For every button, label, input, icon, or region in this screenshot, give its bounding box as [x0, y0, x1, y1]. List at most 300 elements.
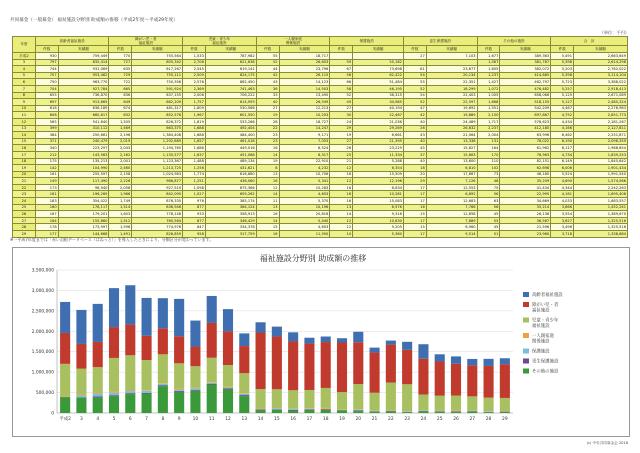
- table-row: [13, 178, 628, 185]
- bar-segment: [109, 393, 119, 396]
- value-cell: 1,512: [109, 217, 132, 224]
- x-tick-label: 5: [112, 417, 116, 422]
- bar-segment: [239, 394, 249, 395]
- x-tick-label: 6: [128, 417, 132, 422]
- value-cell: 6,661: [353, 132, 404, 139]
- value-cell: 2,001: [109, 158, 132, 165]
- value-cell: 16: [330, 171, 353, 178]
- sub-header: 実績額: [574, 46, 628, 53]
- bar-segment: [353, 411, 363, 413]
- bar-segment: [76, 310, 86, 344]
- legend-swatch: [523, 302, 529, 307]
- value-cell: 1,491: [109, 231, 132, 238]
- value-cell: 4,734: [551, 151, 574, 158]
- value-cell: 842,095: [132, 191, 183, 198]
- legend-label: その他の施設: [532, 369, 559, 375]
- x-tick-label: 3: [80, 417, 83, 422]
- value-cell: 1,749: [109, 198, 132, 205]
- sub-header: 実績額: [58, 46, 109, 53]
- bar-segment: [321, 342, 331, 388]
- value-cell: 451,068: [205, 151, 256, 158]
- year-cell: 16: [13, 145, 36, 152]
- bar-segment: [272, 408, 282, 409]
- bar-segment: [207, 323, 217, 358]
- bar-segment: [500, 412, 510, 413]
- value-cell: 1,325,516: [574, 224, 628, 231]
- table-row: [13, 138, 628, 145]
- value-cell: 48: [477, 178, 500, 185]
- value-cell: 117,490: [58, 178, 109, 185]
- value-cell: 5,491: [551, 53, 574, 60]
- legend-label: 一人親家庭: [532, 334, 554, 339]
- value-cell: 4,161: [551, 191, 574, 198]
- value-cell: 334,378: [205, 224, 256, 231]
- x-tick-label: 4: [96, 417, 100, 422]
- value-cell: 3,866: [551, 204, 574, 211]
- value-cell: 40: [403, 118, 426, 125]
- bar-segment: [239, 396, 249, 413]
- value-cell: 729: [109, 72, 132, 79]
- value-cell: 61: [403, 66, 426, 73]
- value-cell: 462,797: [500, 79, 551, 86]
- bar-segment: [402, 350, 412, 384]
- x-tick-label: 19: [339, 417, 345, 422]
- value-cell: 317,759: [205, 231, 256, 238]
- value-cell: 27: [256, 105, 279, 112]
- value-cell: 7,103: [426, 53, 477, 60]
- value-cell: 632: [109, 112, 132, 119]
- value-cell: 223,297: [58, 145, 109, 152]
- bar-segment: [158, 354, 168, 383]
- value-cell: 22,995: [500, 191, 551, 198]
- value-cell: 1,596: [109, 224, 132, 231]
- value-cell: 660,617: [58, 112, 109, 119]
- sub-header: 件数: [256, 46, 279, 53]
- bar-segment: [370, 393, 380, 411]
- year-header: 年度: [13, 37, 36, 53]
- value-cell: 1,967: [183, 112, 206, 119]
- year-cell: 平成2: [13, 53, 36, 60]
- bar-segment: [76, 344, 86, 369]
- value-cell: 2,918,413: [574, 85, 628, 92]
- bar-segment: [76, 395, 86, 397]
- x-tick-label: 12: [225, 417, 231, 422]
- year-cell: 19: [13, 165, 36, 172]
- value-cell: 1,098: [183, 184, 206, 191]
- year-cell: 29: [13, 231, 36, 238]
- year-cell: 28: [13, 224, 36, 231]
- year-cell: 20: [13, 171, 36, 178]
- bar-segment: [190, 390, 200, 391]
- value-cell: 2,226: [109, 178, 132, 185]
- value-cell: 958: [183, 231, 206, 238]
- legend-label: 福祉施設: [532, 324, 550, 329]
- value-cell: 10,283: [279, 184, 330, 191]
- y-tick-label: 2,500,000: [31, 309, 54, 315]
- year-cell: 10: [13, 105, 36, 112]
- value-cell: 1,505: [109, 118, 132, 125]
- value-cell: 20: [403, 171, 426, 178]
- bar-segment: [451, 396, 461, 411]
- value-cell: 46,195: [353, 85, 404, 92]
- bar-segment: [93, 397, 103, 413]
- bar-segment: [484, 359, 494, 366]
- value-cell: 1,809: [183, 105, 206, 112]
- value-cell: 76,963: [500, 151, 551, 158]
- value-cell: 6,576: [353, 204, 404, 211]
- value-cell: 1,469: [109, 125, 132, 132]
- value-cell: 16: [330, 198, 353, 205]
- bar-segment: [223, 389, 233, 413]
- value-cell: 619,141: [205, 66, 256, 73]
- bar-segment: [158, 384, 168, 385]
- value-cell: 14: [256, 217, 279, 224]
- bar-segment: [207, 384, 217, 413]
- value-cell: 14,247: [279, 125, 330, 132]
- value-cell: 399: [35, 125, 58, 132]
- bar-segment: [386, 411, 396, 412]
- sub-header: 件数: [403, 46, 426, 53]
- bar-segment: [93, 342, 103, 367]
- y-tick-label: 1,500,000: [31, 350, 54, 356]
- value-cell: 384: [35, 132, 58, 139]
- value-cell: 4,232: [279, 165, 330, 172]
- sub-header: 件数: [477, 46, 500, 53]
- value-cell: 755,564: [132, 53, 183, 60]
- value-cell: 2,237: [477, 125, 500, 132]
- value-cell: 49: [330, 99, 353, 106]
- value-cell: 1,605: [477, 66, 500, 73]
- value-cell: 1,901,434: [574, 165, 628, 172]
- bar-segment: [174, 391, 184, 392]
- table-row: [13, 105, 628, 112]
- value-cell: 9,171: [279, 132, 330, 139]
- value-cell: 2,006: [183, 92, 206, 99]
- bar-segment: [353, 384, 363, 409]
- value-cell: 876,335: [132, 198, 183, 205]
- value-cell: 23,796: [279, 66, 330, 73]
- value-cell: 149: [35, 178, 58, 185]
- value-cell: 6,892: [426, 191, 477, 198]
- bar-segment: [190, 388, 200, 390]
- bar-segment: [93, 367, 103, 392]
- value-cell: 26: [330, 145, 353, 152]
- value-cell: 43: [256, 79, 279, 86]
- value-cell: 636,189: [58, 105, 109, 112]
- table-row: [13, 132, 628, 139]
- year-cell: 26: [13, 211, 36, 218]
- bar-segment: [418, 344, 428, 358]
- value-cell: 310,112: [58, 125, 109, 132]
- value-cell: 24: [330, 118, 353, 125]
- bar-segment: [60, 302, 70, 333]
- bar-segment: [272, 409, 282, 410]
- table-row: [13, 85, 628, 92]
- value-cell: 13,338: [426, 138, 477, 145]
- value-cell: 250,661: [58, 132, 109, 139]
- value-cell: 3,627: [551, 217, 574, 224]
- value-cell: 484,400: [205, 132, 256, 139]
- value-cell: 17: [403, 184, 426, 191]
- value-cell: 20,816: [279, 211, 330, 218]
- value-cell: 1,072: [477, 85, 500, 92]
- sub-header: 実績額: [132, 46, 183, 53]
- value-cell: 66: [330, 79, 353, 86]
- value-cell: 2,242,263: [574, 184, 628, 191]
- bar-segment: [125, 285, 135, 324]
- year-cell: 21: [13, 178, 36, 185]
- value-cell: 750,356: [132, 79, 183, 86]
- value-cell: 1,991,540: [574, 171, 628, 178]
- value-cell: 176,117: [58, 204, 109, 211]
- value-cell: 2,485,324: [574, 99, 628, 106]
- value-cell: 26,549: [279, 99, 330, 106]
- bar-segment: [125, 393, 135, 394]
- value-cell: 54: [403, 72, 426, 79]
- value-cell: 4,690: [551, 178, 574, 185]
- value-cell: 2,706: [183, 59, 206, 66]
- value-cell: 27: [403, 53, 426, 60]
- value-cell: 565: [35, 118, 58, 125]
- bar-segment: [190, 347, 200, 367]
- value-cell: 21,596: [500, 224, 551, 231]
- value-cell: 5,370: [279, 198, 330, 205]
- group-header: 障がい児・者 福祉施設: [109, 37, 183, 46]
- year-cell: 9: [13, 99, 36, 106]
- sub-header: 件数: [330, 46, 353, 53]
- bar-segment: [223, 331, 233, 365]
- legend-swatch: [523, 333, 529, 338]
- bar-segment: [418, 394, 428, 410]
- sub-header: 件数: [551, 46, 574, 53]
- value-cell: 51,484: [353, 79, 404, 86]
- bar-segment: [190, 391, 200, 413]
- value-cell: 787,982: [205, 53, 256, 60]
- value-cell: [353, 53, 404, 60]
- bar-segment: [125, 325, 135, 356]
- value-cell: 826,859: [132, 231, 183, 238]
- value-cell: 36,567: [500, 217, 551, 224]
- x-tick-label: 11: [208, 417, 215, 422]
- value-cell: 637,155: [132, 92, 183, 99]
- value-cell: 52: [256, 59, 279, 66]
- x-tick-label: 22: [388, 417, 394, 422]
- value-cell: 1,668: [477, 99, 500, 106]
- bar-segment: [174, 363, 184, 388]
- bar-segment: [386, 345, 396, 383]
- legend-label: 関係施設: [532, 339, 550, 345]
- y-tick-label: 3,000,000: [31, 288, 54, 294]
- value-cell: 5,360: [353, 231, 404, 238]
- year-cell: 22: [13, 184, 36, 191]
- value-cell: 17,867: [426, 171, 477, 178]
- bar-segment: [353, 410, 363, 411]
- value-cell: 13: [256, 171, 279, 178]
- bar-segment: [158, 386, 168, 413]
- value-cell: 15,863: [426, 151, 477, 158]
- value-cell: 42: [403, 112, 426, 119]
- value-cell: 18: [403, 165, 426, 172]
- bar-segment: [304, 338, 314, 344]
- bar-segment: [239, 373, 249, 393]
- value-cell: 2,043: [109, 145, 132, 152]
- value-cell: 2,762,022: [574, 66, 628, 73]
- bar-segment: [451, 411, 461, 412]
- value-cell: 155,860: [58, 217, 109, 224]
- bar-segment: [288, 332, 298, 341]
- value-cell: 1,533: [183, 53, 206, 60]
- bar-segment: [207, 296, 217, 323]
- value-cell: 608: [35, 112, 58, 119]
- value-cell: 1,338,684: [574, 231, 628, 238]
- chart-container: [12, 247, 630, 437]
- value-cell: 2,098,359: [574, 138, 628, 145]
- year-cell: 7: [13, 85, 36, 92]
- bar-segment: [337, 343, 347, 393]
- value-cell: 143,563: [58, 151, 109, 158]
- value-cell: 18,717: [279, 53, 330, 60]
- value-cell: 1,966: [109, 191, 132, 198]
- value-cell: 52: [330, 92, 353, 99]
- x-tick-label: 25: [436, 417, 443, 422]
- value-cell: 43: [403, 132, 426, 139]
- value-cell: 3,496: [551, 224, 574, 231]
- value-cell: 10,630: [353, 217, 404, 224]
- x-tick-label: 8: [161, 417, 165, 422]
- bar-segment: [337, 338, 347, 342]
- value-cell: 25: [330, 151, 353, 158]
- value-cell: 1,027: [183, 191, 206, 198]
- legend-label: 福祉施設: [532, 308, 550, 314]
- value-cell: 12: [330, 217, 353, 224]
- value-cell: 1,237: [477, 72, 500, 79]
- value-cell: 56: [477, 204, 500, 211]
- value-cell: 621,638: [205, 59, 256, 66]
- value-cell: 15: [403, 224, 426, 231]
- value-cell: 22,403: [426, 92, 477, 99]
- value-cell: 45: [477, 211, 500, 218]
- value-cell: 15,827: [426, 145, 477, 152]
- x-tick-label: 14: [257, 417, 264, 422]
- value-cell: 173,997: [58, 224, 109, 231]
- page-title: 共同募金（一般募金） 福祉施設分野別 助成額の推移（平成2年度～平成29年度）: [10, 18, 178, 23]
- value-cell: 750: [35, 79, 58, 86]
- bar-segment: [484, 412, 494, 413]
- value-cell: 55,162: [353, 59, 404, 66]
- value-cell: 24,489: [426, 118, 477, 125]
- value-cell: 40: [256, 99, 279, 106]
- bar-segment: [435, 396, 445, 411]
- value-cell: 824,175: [205, 72, 256, 79]
- value-cell: 23,677: [426, 66, 477, 73]
- value-cell: 19: [256, 158, 279, 165]
- bar-segment: [484, 398, 494, 412]
- value-cell: 11,950: [279, 231, 330, 238]
- bar-segment: [370, 412, 380, 413]
- value-cell: 26,632: [426, 125, 477, 132]
- value-cell: 12,683: [426, 198, 477, 205]
- x-tick-label: 27: [469, 417, 476, 422]
- value-cell: 492,404: [205, 125, 256, 132]
- value-cell: 636: [109, 92, 132, 99]
- value-cell: 33: [256, 92, 279, 99]
- value-cell: 1,452,241: [574, 204, 628, 211]
- value-cell: 364,124: [205, 204, 256, 211]
- bar-segment: [272, 389, 282, 408]
- value-cell: 5,398: [551, 72, 574, 79]
- value-cell: 54: [403, 92, 426, 99]
- bar-segment: [125, 355, 135, 390]
- value-cell: 675,366: [205, 184, 256, 191]
- bar-segment: [223, 309, 233, 331]
- bar-segment: [288, 409, 298, 410]
- value-cell: 178: [35, 224, 58, 231]
- bar-segment: [93, 392, 103, 393]
- value-cell: 605,342: [132, 59, 183, 66]
- bar-segment: [109, 358, 119, 392]
- value-cell: 2,614,296: [574, 59, 628, 66]
- value-cell: 533,266: [205, 118, 256, 125]
- bar-segment: [125, 391, 135, 393]
- year-cell: 15: [13, 138, 36, 145]
- value-cell: 1,819: [183, 118, 206, 125]
- bar-segment: [109, 327, 119, 358]
- value-cell: 1,135,577: [132, 151, 183, 158]
- bar-segment: [125, 390, 135, 391]
- table-row: [13, 66, 628, 73]
- value-cell: 6,634: [353, 184, 404, 191]
- bar-segment: [60, 364, 70, 396]
- value-cell: 4,467: [551, 105, 574, 112]
- value-cell: 877: [183, 204, 206, 211]
- value-cell: 19,889: [426, 112, 477, 119]
- value-cell: 2,576: [183, 79, 206, 86]
- value-cell: 16: [256, 231, 279, 238]
- value-cell: 6,462: [551, 132, 574, 139]
- bar-segment: [142, 336, 152, 360]
- value-cell: 852,578: [132, 112, 183, 119]
- bar-segment: [142, 390, 152, 391]
- value-cell: 542,209: [500, 105, 551, 112]
- value-cell: 412,180: [500, 125, 551, 132]
- bar-segment: [239, 395, 249, 396]
- bar-segment: [142, 298, 152, 336]
- y-tick-label: 1,000,000: [31, 370, 54, 376]
- bar-segment: [76, 369, 86, 394]
- value-cell: 13,600: [426, 158, 477, 165]
- value-cell: 73: [477, 171, 500, 178]
- table-row: [13, 191, 628, 198]
- value-cell: 5,257: [551, 85, 574, 92]
- value-cell: 1,603: [109, 211, 132, 218]
- value-cell: 659,262: [205, 191, 256, 198]
- value-cell: 2,671,089: [574, 92, 628, 99]
- value-cell: 770: [109, 53, 132, 60]
- bar-segment: [272, 336, 282, 389]
- value-cell: 22,910: [279, 158, 330, 165]
- x-tick-label: 24: [420, 417, 427, 422]
- value-cell: 12: [330, 165, 353, 172]
- group-header: 合 計: [551, 37, 628, 46]
- value-cell: 2,460: [109, 165, 132, 172]
- table-row: [13, 79, 628, 86]
- value-cell: 665: [109, 85, 132, 92]
- value-cell: 3,718: [551, 231, 574, 238]
- value-cell: 2,181,267: [574, 118, 628, 125]
- value-cell: 15,509: [353, 171, 404, 178]
- value-cell: 62,698: [500, 165, 551, 172]
- value-cell: 476,482: [500, 85, 551, 92]
